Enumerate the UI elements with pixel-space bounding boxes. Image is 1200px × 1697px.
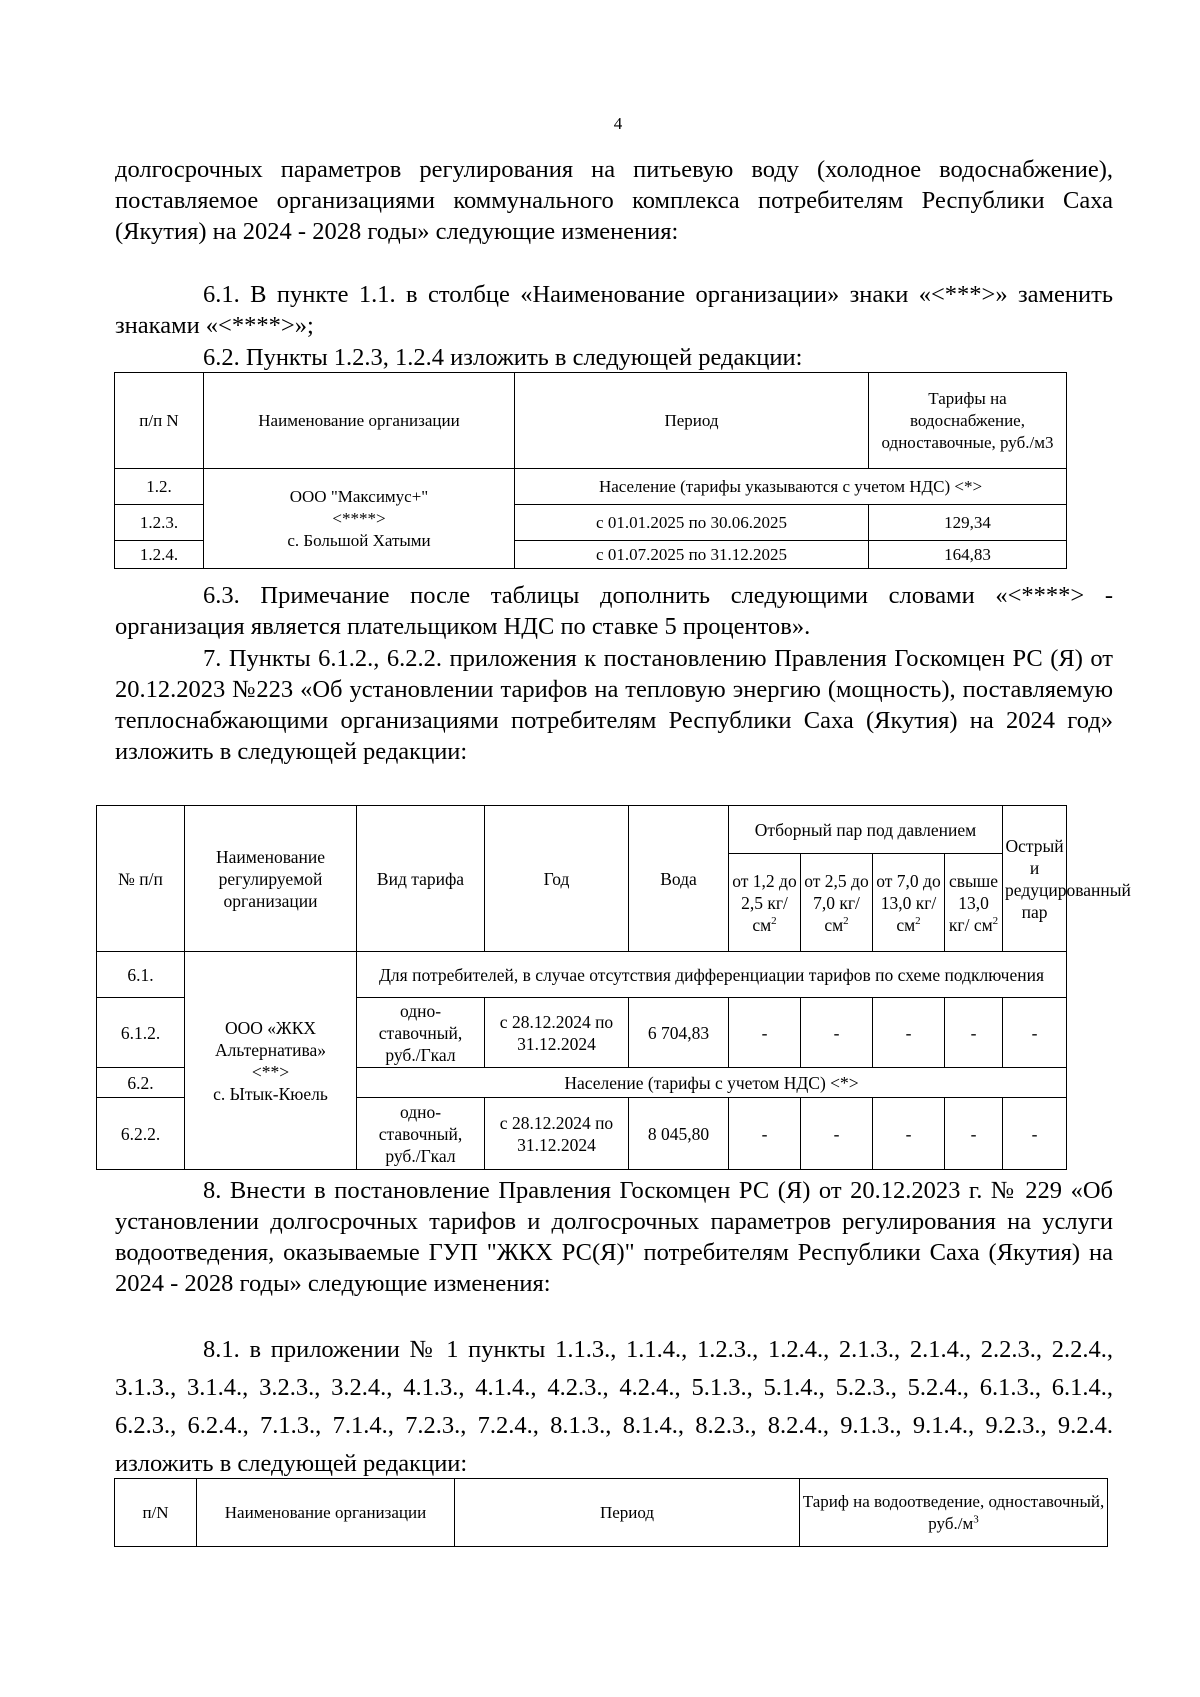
row-num: 1.2.4. bbox=[115, 541, 204, 569]
col-header-num: п/N bbox=[115, 1479, 197, 1547]
col-header-tariff: Тариф на водоотведение, одноставочный, $руб./м^3$ bbox=[800, 1479, 1108, 1547]
table-row bbox=[97, 952, 1067, 998]
row-num: 6.1.2. bbox=[97, 998, 185, 1068]
row-num: 6.2. bbox=[97, 1068, 185, 1098]
row-year: с 28.12.2024 по 31.12.2024 bbox=[485, 1098, 629, 1170]
row-sharp: - bbox=[1003, 998, 1067, 1068]
org-name: ООО "Максимус+" bbox=[289, 486, 429, 506]
paragraph-6-3: 6.3. Примечание после таблицы дополнить следующими словами «<****> - организация является плательщиком НДС по ставке 5 процентов». bbox=[115, 582, 1113, 640]
row-steam-4: - bbox=[945, 1098, 1003, 1170]
row-steam-1: - bbox=[729, 1098, 801, 1170]
paragraph-8: 8. Внести в постановление Правления Госкомцен РС (Я) от 20.12.2023 г. № 229 «Об установлении долгосрочных тарифов и долгосрочных параметров регулирования на услуги водоотведения, оказываемые ГУП "ЖКХ РС(Я)" потребителям Республики Саха (Якутия) на 2024 - 2028 годы» следующие изменения: bbox=[115, 1177, 1113, 1297]
paragraph-7: 7. Пункты 6.1.2., 6.2.2. приложения к постановлению Правления Госкомцен РС (Я) от 20.12.2023 №223 «Об установлении тарифов на тепловую энергию (мощность), поставляемую теплоснабжающими организациями потребителям Республики Саха (Якутия) на 2024 год» изложить в следующей редакции: bbox=[115, 645, 1113, 765]
row-period: с 01.07.2025 по 31.12.2025 bbox=[515, 541, 869, 569]
page-number: 4 bbox=[613, 114, 623, 133]
group-label: Население (тарифы с учетом НДС) <*> bbox=[357, 1068, 1067, 1098]
col-header-tariff: Тарифы на водоснабжение, одноставочные, руб./м3 bbox=[869, 373, 1067, 469]
col-header-num: п/п N bbox=[115, 373, 204, 469]
col-header-org: Наименование организации bbox=[204, 373, 515, 469]
col-header-sharp: Острый и редуцированный пар bbox=[1003, 806, 1067, 952]
row-water: 6 704,83 bbox=[629, 998, 729, 1068]
paragraph-6-1: 6.1. В пункте 1.1. в столбце «Наименование организации» знаки «<***>» заменить знаками «<****>»; bbox=[115, 281, 1113, 339]
row-period: с 01.01.2025 по 30.06.2025 bbox=[515, 505, 869, 541]
col-header-steam-2: от 2,5 до 7,0 кг/ $см^2$ bbox=[801, 854, 873, 952]
col-header-period: Период bbox=[455, 1479, 800, 1547]
row-num: 1.2. bbox=[115, 469, 204, 505]
row-num: 6.2.2. bbox=[97, 1098, 185, 1170]
row-num: 6.1. bbox=[97, 952, 185, 998]
org-location: с. Большой Хатыми bbox=[287, 530, 431, 550]
org-marker: <****> bbox=[332, 508, 386, 528]
row-value: 129,34 bbox=[869, 505, 1067, 541]
row-steam-2: - bbox=[801, 998, 873, 1068]
group-label: Для потребителей, в случае отсутствия дифференциации тарифов по схеме подключения bbox=[357, 952, 1067, 998]
paragraph-8-1: 8.1. в приложении № 1 пункты 1.1.3., 1.1.4., 1.2.3., 1.2.4., 2.1.3., 2.1.4., 2.2.3., 2.2.4., 3.1.3., 3.1.4., 3.2.3., 3.2.4., 4.1.3., 4.1.4., 4.2.3., 4.2.4., 5.1.3., 5.1.4., 5.2.3., 5.2.4., 6.1.3., 6.1.4., 6.2.3., 6.2.4., 7.1.3., 7.1.4., 7.2.3., 7.2.4., 8.1.3., 8.1.4., 8.2.3., 8.2.4., 9.1.3., 9.1.4., 9.2.3., 9.2.4. изложить в следующей редакции: bbox=[115, 1336, 1113, 1477]
row-water: 8 045,80 bbox=[629, 1098, 729, 1170]
org-location: с. Ытык-Кюель bbox=[213, 1083, 328, 1104]
col-header-water: Вода bbox=[629, 806, 729, 952]
row-value: 164,83 bbox=[869, 541, 1067, 569]
table-row bbox=[115, 469, 1067, 505]
org-cell bbox=[204, 469, 515, 569]
row-sharp: - bbox=[1003, 1098, 1067, 1170]
intro-paragraph: долгосрочных параметров регулирования на питьевую воду (холодное водоснабжение), поставляемое организациями коммунального комплекса потребителям Республики Саха (Якутия) на 2024 - 2028 годы» следующие изменения: bbox=[115, 156, 1113, 245]
col-header-num: № п/п bbox=[97, 806, 185, 952]
col-header-org: Наименование регулируемой организации bbox=[185, 806, 357, 952]
paragraph-6-2: 6.2. Пункты 1.2.3, 1.2.4 изложить в следующей редакции: bbox=[203, 344, 803, 371]
row-num: 1.2.3. bbox=[115, 505, 204, 541]
row-steam-2: - bbox=[801, 1098, 873, 1170]
heat-tariff-table bbox=[96, 805, 1131, 1170]
col-header-year: Год bbox=[485, 806, 629, 952]
row-year: с 28.12.2024 по 31.12.2024 bbox=[485, 998, 629, 1068]
org-name: ООО «ЖКХ Альтернатива» bbox=[214, 1017, 327, 1060]
row-type: одно-ставочный, руб./Гкал bbox=[357, 998, 485, 1068]
col-header-steam-3: от 7,0 до 13,0 кг/ $см^2$ bbox=[873, 854, 945, 952]
col-header-period: Период bbox=[515, 373, 869, 469]
row-steam-3: - bbox=[873, 1098, 945, 1170]
row-steam-3: - bbox=[873, 998, 945, 1068]
row-steam-1: - bbox=[729, 998, 801, 1068]
row-steam-4: - bbox=[945, 998, 1003, 1068]
col-header-steam-1: от 1,2 до 2,5 кг/ $см^2$ bbox=[729, 854, 801, 952]
org-cell bbox=[185, 952, 357, 1170]
col-header-type: Вид тарифа bbox=[357, 806, 485, 952]
water-tariff-table bbox=[114, 372, 1067, 569]
org-marker: <**> bbox=[251, 1061, 290, 1082]
col-header-steam-group: Отборный пар под давлением bbox=[729, 806, 1003, 854]
col-header-steam-4: свыше 13,0 кг/ $см^2$ bbox=[945, 854, 1003, 952]
group-label: Население (тарифы указываются с учетом НДС) <*> bbox=[515, 469, 1067, 505]
col-header-org: Наименование организации bbox=[197, 1479, 455, 1547]
wastewater-tariff-table bbox=[114, 1478, 1108, 1547]
row-type: одно-ставочный, руб./Гкал bbox=[357, 1098, 485, 1170]
